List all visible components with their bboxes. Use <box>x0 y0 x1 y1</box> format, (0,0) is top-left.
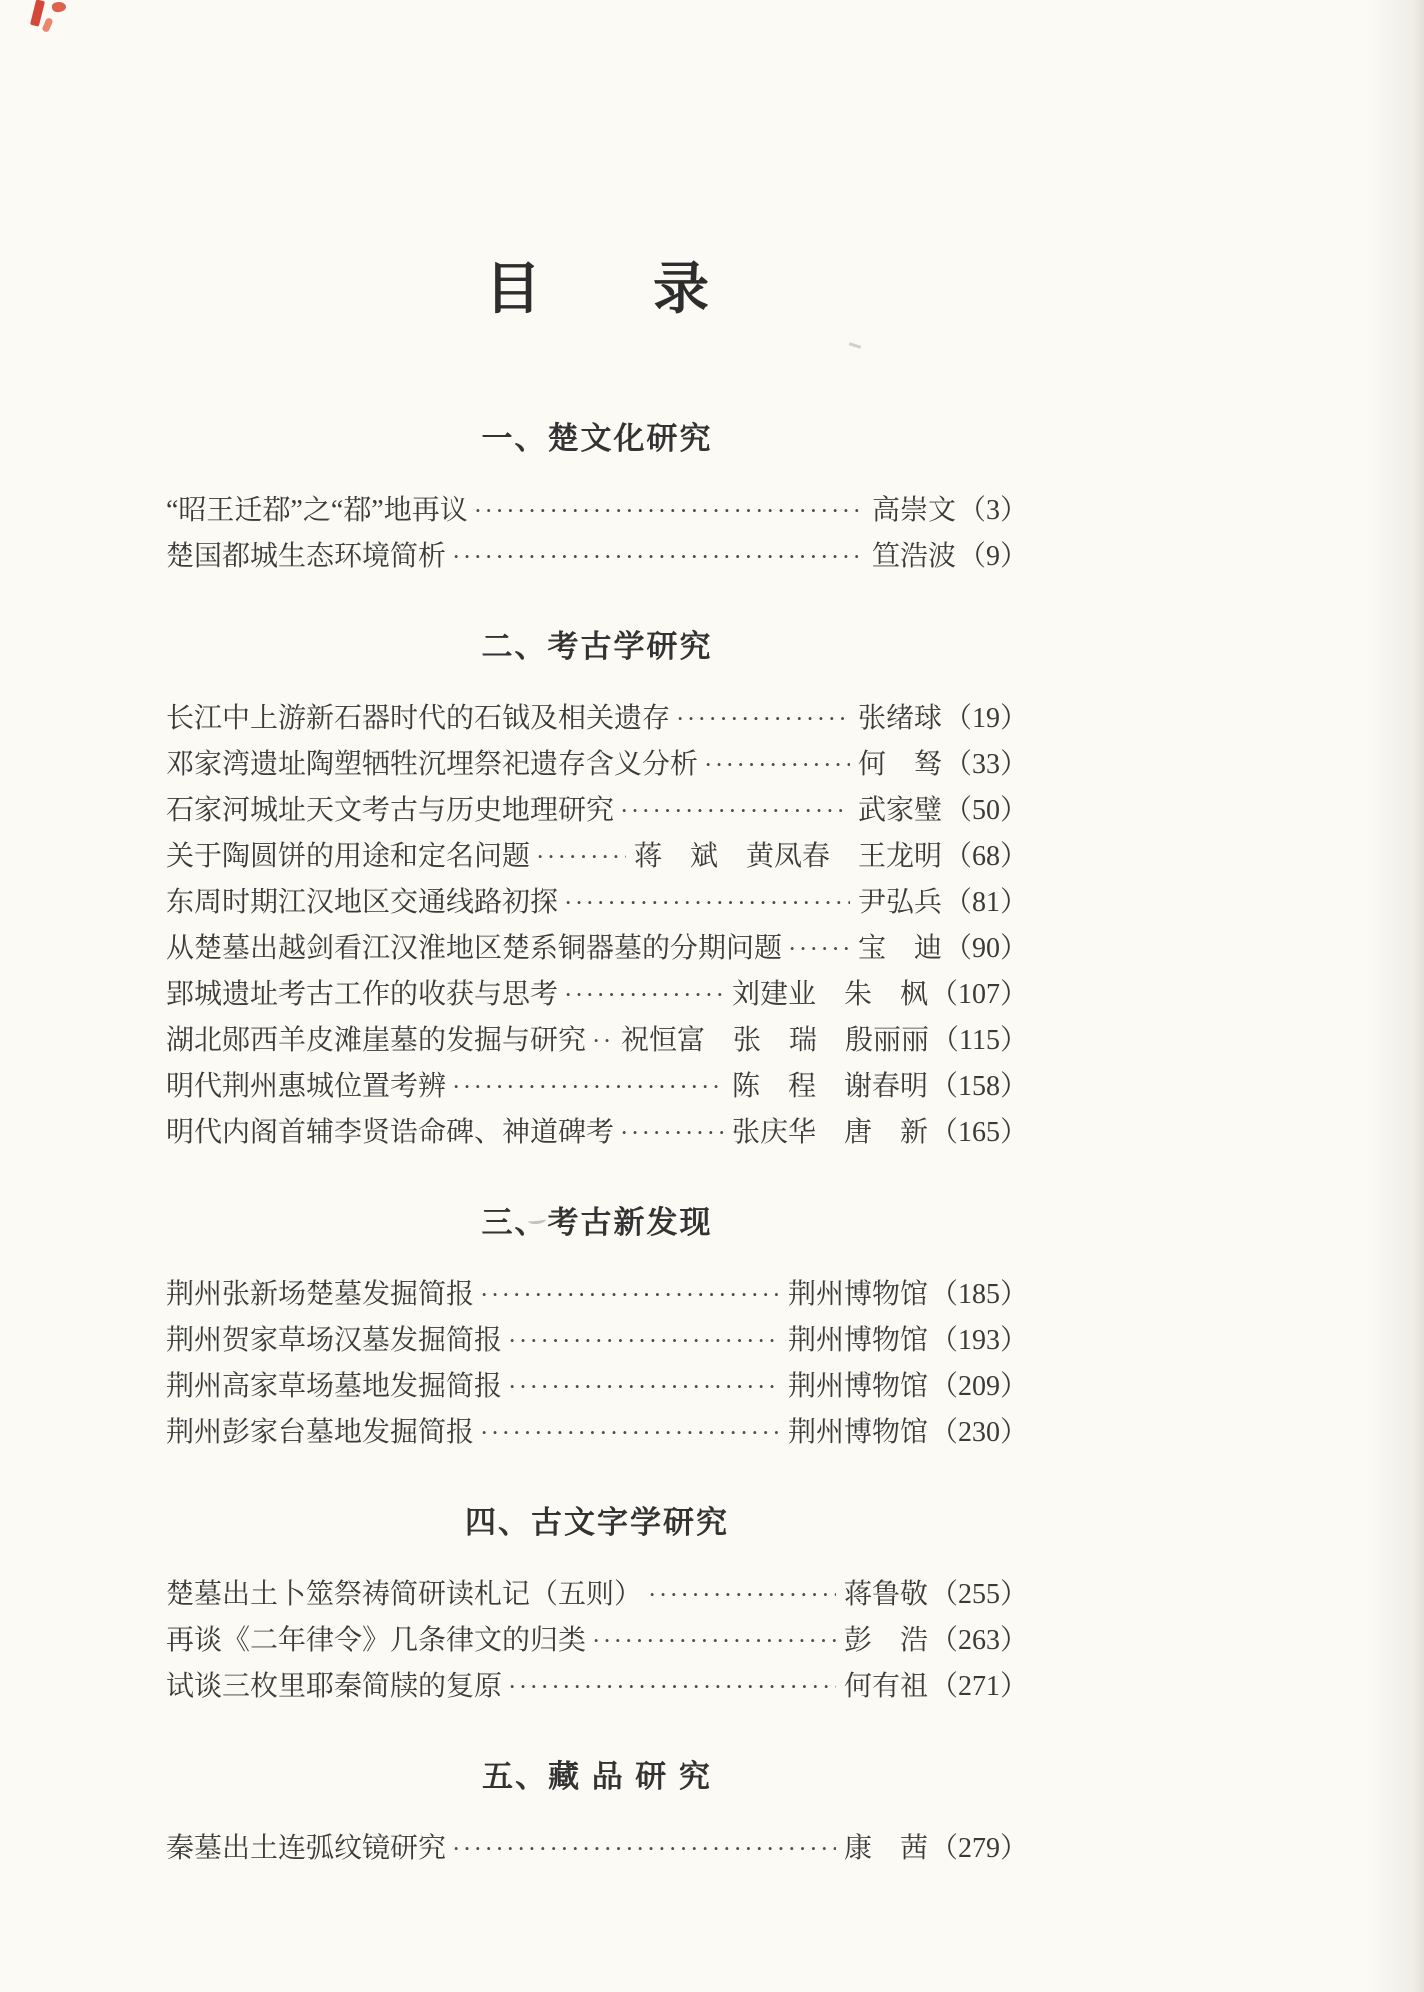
section-heading: 三、考古新发现 <box>481 1205 713 1240</box>
entry-authors: 彭 浩 <box>843 1625 928 1656</box>
entry-page-number: （279） <box>929 1833 1028 1864</box>
dot-leader <box>508 1374 780 1402</box>
entry-authors: 宝 迪 <box>857 933 942 964</box>
entry-authors: 张绪球 <box>857 703 942 734</box>
entry-title: 楚墓出土卜筮祭祷简研读札记（五则） <box>166 1579 643 1610</box>
entry-title: 明代荆州惠城位置考辨 <box>166 1071 447 1102</box>
toc-section <box>166 1204 1028 1456</box>
dot-leader <box>676 706 850 734</box>
entry-title: 从楚墓出越剑看江汉淮地区楚系铜器墓的分期问题 <box>166 933 783 964</box>
entry-authors: 荆州博物馆 <box>787 1417 928 1448</box>
toc-section <box>166 420 1028 580</box>
dot-leader <box>564 890 850 918</box>
dot-leader <box>788 936 850 964</box>
toc-entry <box>166 1572 1028 1618</box>
entry-authors: 康 茜 <box>843 1833 928 1864</box>
section-heading: 二、考古学研究 <box>481 629 713 664</box>
entry-authors: 祝恒富 张 瑞 殷丽丽 <box>621 1025 930 1056</box>
entry-title: 荆州贺家草场汉墓发掘简报 <box>166 1325 503 1356</box>
dot-leader <box>648 1582 836 1610</box>
toc-entry <box>166 834 1028 880</box>
entry-page-number: （3） <box>957 495 1028 526</box>
toc-entry <box>166 742 1028 788</box>
entry-page-number: （271） <box>929 1671 1028 1702</box>
entry-page-number: （50） <box>943 795 1028 826</box>
entry-authors: 荆州博物馆 <box>787 1279 928 1310</box>
entry-page-number: （115） <box>931 1025 1028 1056</box>
dot-leader <box>508 1328 780 1356</box>
toc-entry <box>166 1410 1028 1456</box>
toc-entry <box>166 1826 1028 1872</box>
entry-authors: 笪浩波 <box>871 541 956 572</box>
dot-leader <box>480 1420 780 1448</box>
scan-artifact-red-mark <box>51 1 66 13</box>
dot-leader <box>480 1282 780 1310</box>
scan-artifact-red-mark <box>30 0 45 27</box>
toc-section <box>166 628 1028 1156</box>
dot-leader <box>452 1836 836 1864</box>
dot-leader <box>592 1628 836 1656</box>
dot-leader <box>452 1074 724 1102</box>
entry-page-number: （158） <box>929 1071 1028 1102</box>
entry-page-number: （255） <box>929 1579 1028 1610</box>
entry-title: 楚国都城生态环境简析 <box>166 541 447 572</box>
entry-title: 长江中上游新石器时代的石钺及相关遗存 <box>166 703 671 734</box>
entry-authors: 武家璧 <box>857 795 942 826</box>
dot-leader <box>452 544 864 572</box>
entry-authors: 陈 程 谢春明 <box>731 1071 928 1102</box>
entry-page-number: （193） <box>929 1325 1028 1356</box>
entry-title: 郢城遗址考古工作的收获与思考 <box>166 979 559 1010</box>
entry-title: 石家河城址天文考古与历史地理研究 <box>166 795 615 826</box>
entry-page-number: （90） <box>943 933 1028 964</box>
toc-entry <box>166 696 1028 742</box>
toc-entry <box>166 1110 1028 1156</box>
entry-page-number: （165） <box>929 1117 1028 1148</box>
entry-authors: 蒋鲁敬 <box>843 1579 928 1610</box>
entry-title: “昭王迁鄀”之“鄀”地再议 <box>166 495 468 526</box>
entry-authors: 何 驽 <box>857 749 942 780</box>
entry-authors: 荆州博物馆 <box>787 1325 928 1356</box>
entry-title: 荆州张新场楚墓发掘简报 <box>166 1279 475 1310</box>
toc-entry <box>166 972 1028 1018</box>
entry-page-number: （68） <box>943 841 1028 872</box>
entry-page-number: （209） <box>929 1371 1028 1402</box>
entry-title: 再谈《二年律令》几条律文的归类 <box>166 1625 587 1656</box>
entry-page-number: （185） <box>929 1279 1028 1310</box>
toc-sections <box>166 420 1028 1872</box>
entry-title: 荆州彭家台墓地发掘简报 <box>166 1417 475 1448</box>
toc-entry <box>166 1272 1028 1318</box>
toc-entry <box>166 488 1028 534</box>
entry-authors: 蒋 斌 黄凤春 王龙明 <box>633 841 942 872</box>
toc-entry <box>166 1364 1028 1410</box>
entry-page-number: （19） <box>943 703 1028 734</box>
toc-section <box>166 1504 1028 1710</box>
toc-entry <box>166 880 1028 926</box>
entry-authors: 刘建业 朱 枫 <box>731 979 928 1010</box>
entry-page-number: （33） <box>943 749 1028 780</box>
section-heading: 一、楚文化研究 <box>481 421 713 456</box>
dot-leader <box>704 752 850 780</box>
dot-leader <box>508 1674 836 1702</box>
dot-leader <box>474 498 864 526</box>
entry-title: 东周时期江汉地区交通线路初探 <box>166 887 559 918</box>
dot-leader <box>564 982 724 1010</box>
entry-title: 关于陶圆饼的用途和定名问题 <box>166 841 531 872</box>
toc-entry <box>166 1018 1028 1064</box>
entry-title: 荆州高家草场墓地发掘简报 <box>166 1371 503 1402</box>
entry-authors: 尹弘兵 <box>857 887 942 918</box>
entry-page-number: （9） <box>957 541 1028 572</box>
entry-page-number: （230） <box>929 1417 1028 1448</box>
page-title: 目 录 <box>485 259 709 321</box>
section-heading: 四、古文字学研究 <box>465 1505 729 1540</box>
scan-artifact-red-mark <box>41 17 53 33</box>
toc-entry <box>166 534 1028 580</box>
toc-content <box>166 0 1028 1872</box>
toc-entry <box>166 1664 1028 1710</box>
dot-leader <box>620 798 850 826</box>
entry-title: 明代内阁首辅李贤诰命碑、神道碑考 <box>166 1117 615 1148</box>
toc-section <box>166 1758 1028 1872</box>
entry-title: 邓家湾遗址陶塑牺牲沉埋祭祀遗存含义分析 <box>166 749 699 780</box>
entry-title: 试谈三枚里耶秦简牍的复原 <box>166 1671 503 1702</box>
entry-page-number: （107） <box>929 979 1028 1010</box>
entry-authors: 高崇文 <box>871 495 956 526</box>
toc-entry <box>166 1064 1028 1110</box>
entry-title: 秦墓出土连弧纹镜研究 <box>166 1833 447 1864</box>
toc-entry <box>166 1318 1028 1364</box>
entry-authors: 荆州博物馆 <box>787 1371 928 1402</box>
entry-authors: 张庆华 唐 新 <box>731 1117 928 1148</box>
toc-entry <box>166 1618 1028 1664</box>
toc-entry <box>166 788 1028 834</box>
dot-leader <box>536 844 626 872</box>
dot-leader <box>592 1028 613 1056</box>
entry-page-number: （263） <box>929 1625 1028 1656</box>
entry-page-number: （81） <box>943 887 1028 918</box>
entry-authors: 何有祖 <box>843 1671 928 1702</box>
entry-title: 湖北郧西羊皮滩崖墓的发掘与研究 <box>166 1025 587 1056</box>
toc-entry <box>166 926 1028 972</box>
section-heading: 五、藏 品 研 究 <box>482 1759 712 1794</box>
dot-leader <box>620 1120 724 1148</box>
